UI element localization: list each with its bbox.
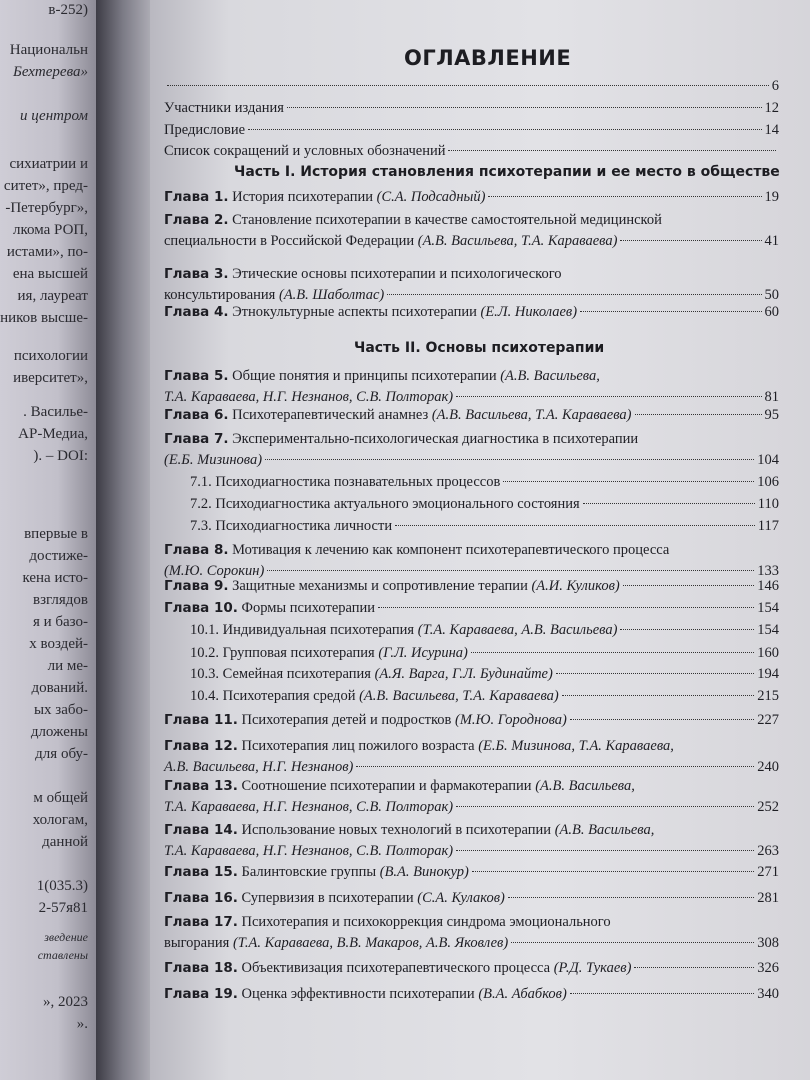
- chapter-title: Этические основы психотерапии и психологического: [232, 266, 562, 282]
- chapter-number: Глава 19.: [164, 986, 238, 1002]
- toc-subentry: [190, 643, 779, 664]
- chapter-title: Психотерапевтический анамнез: [232, 407, 429, 423]
- left-text-line: психологии: [13, 348, 88, 364]
- left-text-line: ли ме-: [47, 658, 88, 674]
- toc-page-number: 215: [757, 688, 779, 704]
- left-text-line: 1(035.3): [36, 878, 88, 894]
- left-text-line: ых забо-: [33, 702, 88, 718]
- left-facing-page: [0, 0, 96, 1080]
- leader-dots: [356, 766, 754, 767]
- chapter-title: Психотерапия лиц пожилого возраста: [241, 738, 475, 754]
- left-text-line: зведение: [44, 930, 88, 944]
- toc-entry: [164, 120, 779, 141]
- toc-entry: [164, 187, 779, 208]
- toc-page-number: 271: [757, 864, 779, 880]
- chapter-author: (Е.Л. Николаев): [480, 304, 578, 320]
- chapter-number: Глава 9.: [164, 578, 229, 594]
- left-text-line: иверситет»,: [13, 370, 88, 386]
- chapter-title: Психотерапия и психокоррекция синдрома эмоционального: [241, 914, 611, 930]
- subsection-author: (А.В. Васильева, Т.А. Караваева): [359, 688, 559, 704]
- chapter-author: (А.В. Васильева, Т.А. Караваева): [431, 407, 632, 423]
- chapter-number: Глава 14.: [164, 822, 238, 838]
- chapter-title: Защитные механизмы и сопротивление терапии: [232, 578, 528, 594]
- left-text-line: для обу-: [35, 746, 88, 762]
- toc-page-number: 104: [757, 452, 779, 468]
- toc-page-number: 154: [757, 600, 779, 616]
- toc-page-number: 146: [757, 578, 779, 594]
- chapter-number: Глава 12.: [164, 738, 238, 754]
- chapter-number: Глава 1.: [164, 189, 229, 205]
- chapter-title: Становление психотерапии в качестве самостоятельной медицинской: [232, 212, 662, 228]
- toc-entry: [164, 736, 779, 778]
- toc-entry: [164, 210, 779, 252]
- chapter-number: Глава 6.: [164, 407, 229, 423]
- left-text-line: ена высшей: [12, 266, 88, 282]
- chapter-title: Общие понятия и принципы психотерапии: [232, 368, 497, 384]
- toc-page-number: 19: [764, 189, 779, 205]
- part-heading: Часть II. Основы психотерапии: [354, 340, 605, 356]
- toc-page: [150, 0, 810, 1080]
- toc-subentry: [190, 620, 779, 641]
- toc-entry: [164, 820, 779, 862]
- chapter-title: Экспериментально-психологическая диагностика в психотерапии: [232, 431, 639, 447]
- left-text-line: Бехтерева»: [12, 64, 88, 80]
- leader-dots: [503, 481, 754, 482]
- leader-dots: [395, 525, 755, 526]
- toc-page-number: 117: [757, 518, 779, 534]
- leader-dots: [456, 850, 754, 851]
- left-text-line: и центром: [19, 108, 88, 124]
- toc-entry-label: Список сокращений и условных обозначений: [164, 143, 446, 159]
- toc-page-number: 81: [764, 389, 779, 405]
- toc-entry: [164, 576, 779, 597]
- leader-dots: [248, 129, 761, 130]
- toc-entry: [164, 302, 779, 323]
- subsection-title: 10.2. Групповая психотерапия: [190, 645, 375, 661]
- chapter-title: Этнокультурные аспекты психотерапии: [232, 304, 477, 320]
- left-text-line: я и базо-: [32, 614, 88, 630]
- left-text-line: кена исто-: [22, 570, 88, 586]
- leader-dots: [634, 967, 754, 968]
- chapter-title: Использование новых технологий в психотерапии: [241, 822, 552, 838]
- toc-page-number: 227: [757, 712, 779, 728]
- leader-dots: [508, 897, 754, 898]
- chapter-author-cont: Т.А. Караваева, Н.Г. Незнанов, С.В. Полторак): [164, 799, 454, 815]
- toc-entry: [164, 366, 779, 408]
- chapter-number: Глава 11.: [164, 712, 238, 728]
- chapter-title: Психотерапия детей и подростков: [241, 712, 452, 728]
- toc-entry: [164, 958, 779, 979]
- leader-dots: [456, 396, 761, 397]
- page-title: ОГЛАВЛЕНИЕ: [404, 46, 572, 70]
- left-text-line: дложены: [30, 724, 88, 740]
- left-text-line: ставлены: [37, 948, 88, 962]
- toc-entry: [164, 598, 779, 619]
- toc-page-number: 110: [757, 496, 779, 512]
- leader-dots: [378, 607, 754, 608]
- chapter-title: Соотношение психотерапии и фармакотерапии: [241, 778, 532, 794]
- leader-dots: [580, 311, 761, 312]
- toc-page-number: 194: [757, 666, 779, 682]
- left-text-line: лкома РОП,: [13, 222, 88, 238]
- toc-page-number: 6: [771, 78, 779, 94]
- leader-dots: [456, 806, 754, 807]
- toc-entry-label: Участники издания: [164, 100, 284, 116]
- toc-subentry: [190, 494, 779, 515]
- toc-page-number: 12: [764, 100, 779, 116]
- chapter-author: (А.В. Васильева,: [535, 778, 635, 794]
- leader-dots: [620, 240, 761, 241]
- left-text-line: ситет», пред-: [3, 178, 88, 194]
- leader-dots: [620, 629, 754, 630]
- toc-page-number: 340: [757, 986, 779, 1002]
- chapter-number: Глава 17.: [164, 914, 238, 930]
- chapter-number: Глава 15.: [164, 864, 238, 880]
- left-text-line: ия, лауреат: [17, 288, 88, 304]
- chapter-title: Формы психотерапии: [241, 600, 376, 616]
- chapter-author: (С.А. Подсадный): [376, 189, 486, 205]
- toc-entry-label: Предисловие: [164, 122, 246, 138]
- chapter-number: Глава 3.: [164, 266, 229, 282]
- toc-page-number: 60: [764, 304, 779, 320]
- subsection-author: (Г.Л. Исурина): [378, 645, 468, 661]
- chapter-author: (А.И. Куликов): [531, 578, 620, 594]
- toc-entry: [164, 984, 779, 1005]
- leader-dots: [471, 652, 754, 653]
- left-text-line: ). – DOI:: [33, 448, 88, 464]
- left-text-line: хологам,: [32, 812, 88, 828]
- chapter-title: Супервизия в психотерапии: [241, 890, 414, 906]
- chapter-title: Мотивация к лечению как компонент психотерапевтического процесса: [232, 542, 670, 558]
- leader-dots: [265, 459, 754, 460]
- toc-entry: [164, 710, 779, 731]
- chapter-author: (А.В. Васильева, Т.А. Караваева): [417, 233, 618, 249]
- chapter-title-cont: выгорания: [164, 935, 230, 951]
- leader-dots: [267, 570, 754, 571]
- subsection-author: (А.Я. Варга, Г.Л. Будинайте): [374, 666, 553, 682]
- chapter-title: История психотерапии: [232, 189, 373, 205]
- left-text-line: достиже-: [29, 548, 88, 564]
- left-text-line: х воздей-: [29, 636, 88, 652]
- toc-page-number: 41: [764, 233, 779, 249]
- toc-entry: [164, 405, 779, 426]
- chapter-author: (Е.Б. Мизинова, Т.А. Караваева,: [478, 738, 674, 754]
- chapter-title: Оценка эффективности психотерапии: [241, 986, 475, 1002]
- leader-dots: [556, 673, 754, 674]
- subsection-title: 7.1. Психодиагностика познавательных процессов: [190, 474, 501, 490]
- leader-dots: [511, 942, 754, 943]
- toc-entry: [164, 429, 779, 471]
- toc-subentry: [190, 516, 779, 537]
- part-heading: Часть I. История становления психотерапии и ее место в обществе: [234, 164, 780, 180]
- toc-entry: [164, 98, 779, 119]
- toc-entry: [164, 264, 779, 306]
- chapter-number: Глава 18.: [164, 960, 238, 976]
- toc-page-number: 95: [764, 407, 779, 423]
- left-text-line: АР-Медиа,: [18, 426, 88, 442]
- leader-dots: [387, 294, 761, 295]
- toc-entry: [164, 888, 779, 909]
- toc-page-number: 326: [757, 960, 779, 976]
- chapter-number: Глава 8.: [164, 542, 229, 558]
- chapter-number: Глава 7.: [164, 431, 229, 447]
- chapter-author: (С.А. Кулаков): [417, 890, 505, 906]
- chapter-author: (А.В. Васильева,: [500, 368, 600, 384]
- toc-page-number: 14: [764, 122, 779, 138]
- leader-dots: [635, 414, 762, 415]
- toc-page-number: 281: [757, 890, 779, 906]
- leader-dots: [287, 107, 762, 108]
- toc-page-number: 133: [757, 563, 779, 579]
- toc-page-number: 308: [757, 935, 779, 951]
- toc-page-number: 106: [757, 474, 779, 490]
- chapter-author-cont: Т.А. Караваева, Н.Г. Незнанов, С.В. Полторак): [164, 843, 454, 859]
- chapter-number: Глава 2.: [164, 212, 229, 228]
- left-text-line: впервые в: [24, 526, 88, 542]
- chapter-number: Глава 10.: [164, 600, 238, 616]
- chapter-author: (Т.А. Караваева, В.В. Макаров, А.В. Яковлев): [232, 935, 509, 951]
- chapter-author: (В.А. Винокур): [379, 864, 469, 880]
- left-text-line: . Василье-: [23, 404, 88, 420]
- subsection-title: 7.3. Психодиагностика личности: [190, 518, 393, 534]
- chapter-author: (А.В. Васильева,: [554, 822, 655, 838]
- toc-page-number: 240: [757, 759, 779, 775]
- toc-page-number: 263: [757, 843, 779, 859]
- leader-dots: [448, 150, 776, 151]
- toc-subentry: [190, 686, 779, 707]
- subsection-title: 10.3. Семейная психотерапия: [190, 666, 371, 682]
- subsection-title: 10.1. Индивидуальная психотерапия: [190, 622, 415, 638]
- chapter-author-cont: А.В. Васильева, Н.Г. Незнанов): [164, 759, 354, 775]
- subsection-title: 10.4. Психотерапия средой: [190, 688, 356, 704]
- left-text-line: ».: [76, 1016, 88, 1032]
- left-text-line: м общей: [33, 790, 88, 806]
- left-text-line: взглядов: [33, 592, 88, 608]
- subsection-title: 7.2. Психодиагностика актуального эмоционального состояния: [190, 496, 580, 512]
- toc-entry: [164, 141, 779, 162]
- left-text-line: сихиатрии и: [9, 156, 88, 172]
- left-text-line: », 2023: [43, 994, 88, 1010]
- toc-subentry: [190, 664, 779, 685]
- toc-subentry: [190, 472, 779, 493]
- chapter-title: Объективизация психотерапевтического процесса: [241, 960, 551, 976]
- subsection-author: (Т.А. Караваева, А.В. Васильева): [417, 622, 618, 638]
- toc-entry: [164, 776, 779, 818]
- left-text-line: -Петербург»,: [5, 200, 88, 216]
- chapter-title-cont: консультирования: [164, 287, 276, 303]
- chapter-author: (А.В. Шаболтас): [278, 287, 385, 303]
- leader-dots: [570, 993, 754, 994]
- toc-entry: [164, 912, 779, 954]
- leader-dots: [167, 85, 769, 86]
- leader-dots: [562, 695, 754, 696]
- leader-dots: [623, 585, 755, 586]
- left-text-line: ников высше-: [0, 310, 88, 326]
- left-text-line: 2-57я81: [38, 900, 88, 916]
- left-text-line: истами», по-: [6, 244, 88, 260]
- leader-dots: [488, 196, 761, 197]
- toc-page-number: 50: [764, 287, 779, 303]
- chapter-author: (В.А. Абабков): [478, 986, 567, 1002]
- chapter-author: (Е.Б. Мизинова): [164, 452, 263, 468]
- chapter-title-cont: специальности в Российской Федерации: [164, 233, 415, 249]
- chapter-number: Глава 16.: [164, 890, 238, 906]
- leader-dots: [583, 503, 755, 504]
- chapter-title: Балинтовские группы: [241, 864, 377, 880]
- chapter-author: (Р.Д. Тукаев): [553, 960, 632, 976]
- leader-dots: [472, 871, 754, 872]
- book-gutter: [96, 0, 156, 1080]
- toc-page-number: 160: [757, 645, 779, 661]
- toc-page-number: 154: [757, 622, 779, 638]
- chapter-author: (М.Ю. Городнова): [455, 712, 567, 728]
- chapter-number: Глава 5.: [164, 368, 229, 384]
- left-text-line: дований.: [31, 680, 88, 696]
- toc-entry: [164, 862, 779, 883]
- chapter-author-cont: Т.А. Караваева, Н.Г. Незнанов, С.В. Полторак): [164, 389, 454, 405]
- leader-dots: [570, 719, 754, 720]
- chapter-author: (М.Ю. Сорокин): [164, 563, 265, 579]
- left-text-line: в-252): [48, 2, 88, 18]
- chapter-number: Глава 4.: [164, 304, 229, 320]
- toc-page-number: 252: [757, 799, 779, 815]
- left-text-line: Национальн: [9, 42, 88, 58]
- left-text-line: данной: [42, 834, 88, 850]
- toc-entry: [164, 76, 779, 97]
- chapter-number: Глава 13.: [164, 778, 238, 794]
